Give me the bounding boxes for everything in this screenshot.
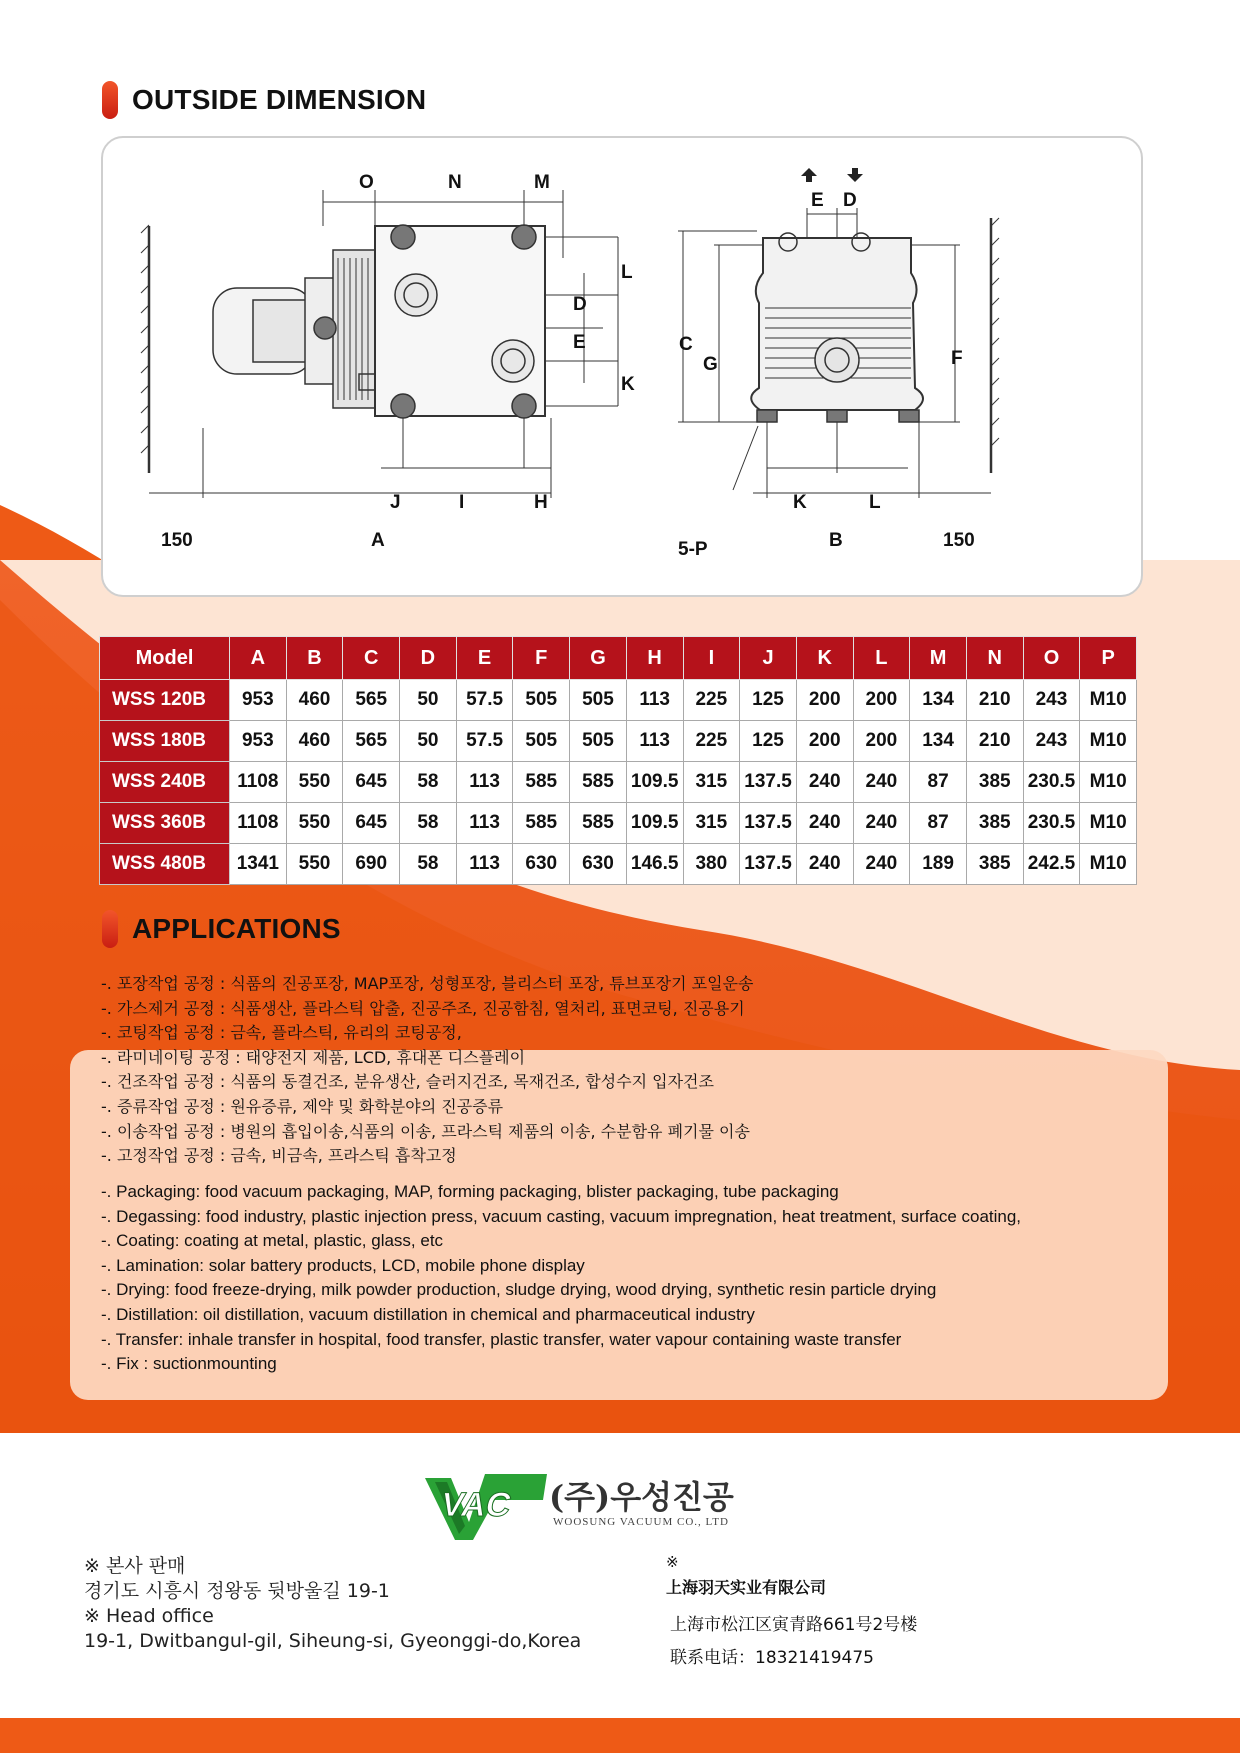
applications-korean-list [101, 972, 753, 1169]
dimension-cell: M10 [1080, 844, 1137, 885]
pump-dimension-drawing [103, 138, 1141, 595]
table-header [100, 637, 1137, 680]
dimension-cell: 550 [286, 803, 343, 844]
china-address: 上海市松江区寅青路661号2号楼 [670, 1615, 918, 1635]
logo-text: VAC [437, 1486, 515, 1524]
column-header-j: J [740, 637, 797, 680]
application-item: -. 가스제거 공정 : 식품생산, 플라스틱 압출, 진공주조, 진공함침, 열처리, 표면코팅, 진공용기 [101, 998, 745, 1018]
dimension-cell: 58 [400, 844, 457, 885]
dimension-cell: 630 [570, 844, 627, 885]
dim-label-H: H [534, 492, 548, 513]
dim-label-B: B [829, 530, 843, 551]
dimension-cell: 565 [343, 721, 400, 762]
column-header-c: C [343, 637, 400, 680]
dimension-cell: 200 [796, 721, 853, 762]
dimension-cell: 243 [1023, 721, 1080, 762]
application-item: -. Degassing: food industry, plastic injection press, vacuum casting, vacuum impregnation, heat treatment, surface coating, [101, 1206, 1022, 1226]
dimension-drawing-panel [101, 136, 1143, 597]
application-item: -. 증류작업 공정 : 원유증류, 제약 및 화학분야의 진공증류 [101, 1096, 504, 1116]
dimension-cell: 630 [513, 844, 570, 885]
column-header-d: D [400, 637, 457, 680]
dimension-cell: 125 [740, 680, 797, 721]
dimension-cell: 585 [570, 762, 627, 803]
dim-label-E-side: E [811, 190, 824, 211]
dimension-cell: 460 [286, 680, 343, 721]
dimension-cell: 113 [626, 680, 683, 721]
column-header-f: F [513, 637, 570, 680]
dimension-cell: 109.5 [626, 803, 683, 844]
application-item: -. Packaging: food vacuum packaging, MAP, forming packaging, blister packaging, tube packaging [101, 1182, 839, 1201]
column-header-e: E [456, 637, 513, 680]
dimension-cell: 200 [853, 680, 910, 721]
dim-label-N: N [448, 172, 462, 193]
model-name-cell: WSS 120B [100, 680, 230, 721]
applications-english-list [101, 1180, 1021, 1377]
dimension-cell: 225 [683, 680, 740, 721]
application-item: -. 코팅작업 공정 : 금속, 플라스틱, 유리의 코팅공정, [101, 1023, 462, 1043]
model-name-cell: WSS 240B [100, 762, 230, 803]
dimension-cell: 240 [853, 762, 910, 803]
dimension-cell: 87 [910, 762, 967, 803]
application-item: -. 이송작업 공정 : 병원의 흡입이송,식품의 이송, 프라스틱 제품의 이송, 수분함유 폐기물 이송 [101, 1121, 750, 1141]
dimension-cell: 137.5 [740, 762, 797, 803]
dim-label-D-front: D [573, 294, 587, 315]
office-line: ※ Head office [84, 1605, 214, 1627]
dim-label-G: G [703, 354, 718, 375]
dim-label-K-front: K [621, 374, 635, 395]
dimension-cell: 113 [456, 844, 513, 885]
dimension-cell: 550 [286, 844, 343, 885]
dimension-cell: 58 [400, 762, 457, 803]
dimension-cell: 240 [853, 803, 910, 844]
dimension-cell: 113 [626, 721, 683, 762]
dimension-cell: 134 [910, 721, 967, 762]
dim-label-C: C [679, 334, 693, 355]
dimension-cell: 230.5 [1023, 762, 1080, 803]
dim-label-150-right: 150 [943, 530, 975, 551]
dimension-cell: 134 [910, 680, 967, 721]
dim-label-150-left: 150 [161, 530, 193, 551]
dimension-cell: 210 [966, 721, 1023, 762]
dimension-cell: 113 [456, 803, 513, 844]
dimension-cell: M10 [1080, 762, 1137, 803]
dimension-cell: 230.5 [1023, 803, 1080, 844]
dimension-cell: 50 [400, 680, 457, 721]
applications-heading [102, 910, 341, 948]
dimension-cell: 315 [683, 803, 740, 844]
dimension-cell: 1108 [230, 762, 287, 803]
application-item: -. Transfer: inhale transfer in hospital, food transfer, plastic transfer, water vapour containing waste transfer [101, 1329, 902, 1349]
dimension-cell: 585 [570, 803, 627, 844]
company-name-korean: (주)우성진공 [549, 1478, 734, 1516]
application-item: -. 고정작업 공정 : 금속, 비금속, 프라스틱 흡착고정 [101, 1146, 457, 1166]
outside-dimension-title: OUTSIDE DIMENSION [132, 84, 427, 115]
dimension-cell: 137.5 [740, 844, 797, 885]
dimension-cell: 200 [853, 721, 910, 762]
office-line: 19-1, Dwitbangul-gil, Siheung-si, Gyeonggi-do,Korea [84, 1630, 582, 1652]
dimension-cell: 1108 [230, 803, 287, 844]
application-item: -. Distillation: oil distillation, vacuum distillation in chemical and pharmaceutical industry [101, 1304, 755, 1324]
dimension-cell: M10 [1080, 721, 1137, 762]
column-header-b: B [286, 637, 343, 680]
dimension-cell: 57.5 [456, 680, 513, 721]
dimension-cell: 385 [966, 803, 1023, 844]
table-row [100, 721, 1137, 762]
dim-label-I: I [459, 492, 465, 513]
dim-label-5P: 5-P [678, 539, 708, 560]
column-header-g: G [570, 637, 627, 680]
china-mark: ※ [666, 1553, 679, 1571]
dimension-cell: 240 [796, 762, 853, 803]
office-line: 경기도 시흥시 정왕동 뒷방울길 19-1 [84, 1580, 390, 1602]
application-item: -. Coating: coating at metal, plastic, glass, etc [101, 1231, 444, 1251]
table-header-row [100, 637, 1137, 680]
dimension-cell: 585 [513, 803, 570, 844]
table-row [100, 844, 1137, 885]
dimension-cell: M10 [1080, 803, 1137, 844]
column-header-l: L [853, 637, 910, 680]
dimension-cell: 200 [796, 680, 853, 721]
dimension-cell: 1341 [230, 844, 287, 885]
column-header-a: A [230, 637, 287, 680]
dimension-cell: 505 [513, 680, 570, 721]
dimension-cell: 953 [230, 680, 287, 721]
outside-dimension-heading [102, 81, 426, 119]
dim-label-M: M [534, 172, 550, 193]
woosung-vac-logo [425, 1460, 547, 1542]
company-name-english: WOOSUNG VACUUM CO., LTD [553, 1516, 729, 1528]
dimension-cell: 225 [683, 721, 740, 762]
table-row [100, 762, 1137, 803]
dim-label-L-side: L [869, 492, 881, 513]
dim-label-O: O [359, 172, 374, 193]
column-header-m: M [910, 637, 967, 680]
china-phone: 联系电话：18321419475 [670, 1648, 874, 1668]
dimension-cell: 315 [683, 762, 740, 803]
dimension-cell: 505 [513, 721, 570, 762]
dim-label-K-side: K [793, 492, 807, 513]
dimension-cell: M10 [1080, 680, 1137, 721]
dimension-cell: 242.5 [1023, 844, 1080, 885]
application-item: -. 포장작업 공정 : 식품의 진공포장, MAP포장, 성형포장, 블리스터 포장, 튜브포장기 포일운송 [101, 974, 754, 993]
heading-accent-bar [102, 910, 118, 948]
dim-label-A: A [371, 530, 385, 551]
table-row [100, 803, 1137, 844]
model-name-cell: WSS 180B [100, 721, 230, 762]
applications-title: APPLICATIONS [132, 913, 341, 944]
dimension-cell: 87 [910, 803, 967, 844]
dimension-cell: 380 [683, 844, 740, 885]
dim-label-L-front: L [621, 262, 633, 283]
column-header-model: Model [100, 637, 230, 680]
dim-label-D-side: D [843, 190, 857, 211]
dimension-cell: 565 [343, 680, 400, 721]
model-dimension-table [99, 636, 1137, 885]
dimension-cell: 505 [570, 680, 627, 721]
dim-label-E-front: E [573, 332, 586, 353]
dimension-cell: 645 [343, 762, 400, 803]
dimension-cell: 505 [570, 721, 627, 762]
dimension-cell: 146.5 [626, 844, 683, 885]
dimension-cell: 240 [796, 844, 853, 885]
column-header-p: P [1080, 637, 1137, 680]
application-item: -. 건조작업 공정 : 식품의 동결건조, 분유생산, 슬러지건조, 목재건조, 합성수지 입자건조 [101, 1072, 714, 1092]
dimension-cell: 550 [286, 762, 343, 803]
heading-accent-bar [102, 81, 118, 119]
dimension-cell: 243 [1023, 680, 1080, 721]
dimension-cell: 240 [796, 803, 853, 844]
dimension-cell: 189 [910, 844, 967, 885]
dimension-cell: 109.5 [626, 762, 683, 803]
column-header-i: I [683, 637, 740, 680]
dimension-cell: 113 [456, 762, 513, 803]
dimension-cell: 690 [343, 844, 400, 885]
dimension-cell: 385 [966, 762, 1023, 803]
table-row [100, 680, 1137, 721]
dimension-cell: 57.5 [456, 721, 513, 762]
column-header-o: O [1023, 637, 1080, 680]
application-item: -. 라미네이팅 공정 : 태양전지 제품, LCD, 휴대폰 디스플레이 [101, 1047, 526, 1067]
dim-label-J: J [390, 492, 401, 513]
china-office-info [666, 1553, 917, 1668]
column-header-h: H [626, 637, 683, 680]
dim-label-F: F [951, 348, 963, 369]
dimension-cell: 125 [740, 721, 797, 762]
office-line: ※ 본사 판매 [84, 1555, 186, 1577]
dimension-cell: 953 [230, 721, 287, 762]
dimension-cell: 385 [966, 844, 1023, 885]
model-name-cell: WSS 360B [100, 803, 230, 844]
dimension-cell: 50 [400, 721, 457, 762]
dimension-cell: 460 [286, 721, 343, 762]
dimension-cell: 58 [400, 803, 457, 844]
head-office-info [84, 1554, 581, 1654]
dimension-cell: 240 [853, 844, 910, 885]
application-item: -. Drying: food freeze-drying, milk powder production, sludge drying, wood drying, synthetic resin particle drying [101, 1280, 937, 1300]
dimension-cell: 210 [966, 680, 1023, 721]
dimension-cell: 645 [343, 803, 400, 844]
dimension-cell: 585 [513, 762, 570, 803]
column-header-n: N [966, 637, 1023, 680]
dimension-cell: 137.5 [740, 803, 797, 844]
china-company-name: 上海羽天实业有限公司 [666, 1578, 827, 1597]
application-item: -. Fix : suctionmounting [101, 1354, 277, 1374]
model-name-cell: WSS 480B [100, 844, 230, 885]
table-body [100, 680, 1137, 885]
column-header-k: K [796, 637, 853, 680]
application-item: -. Lamination: solar battery products, LCD, mobile phone display [101, 1255, 585, 1275]
